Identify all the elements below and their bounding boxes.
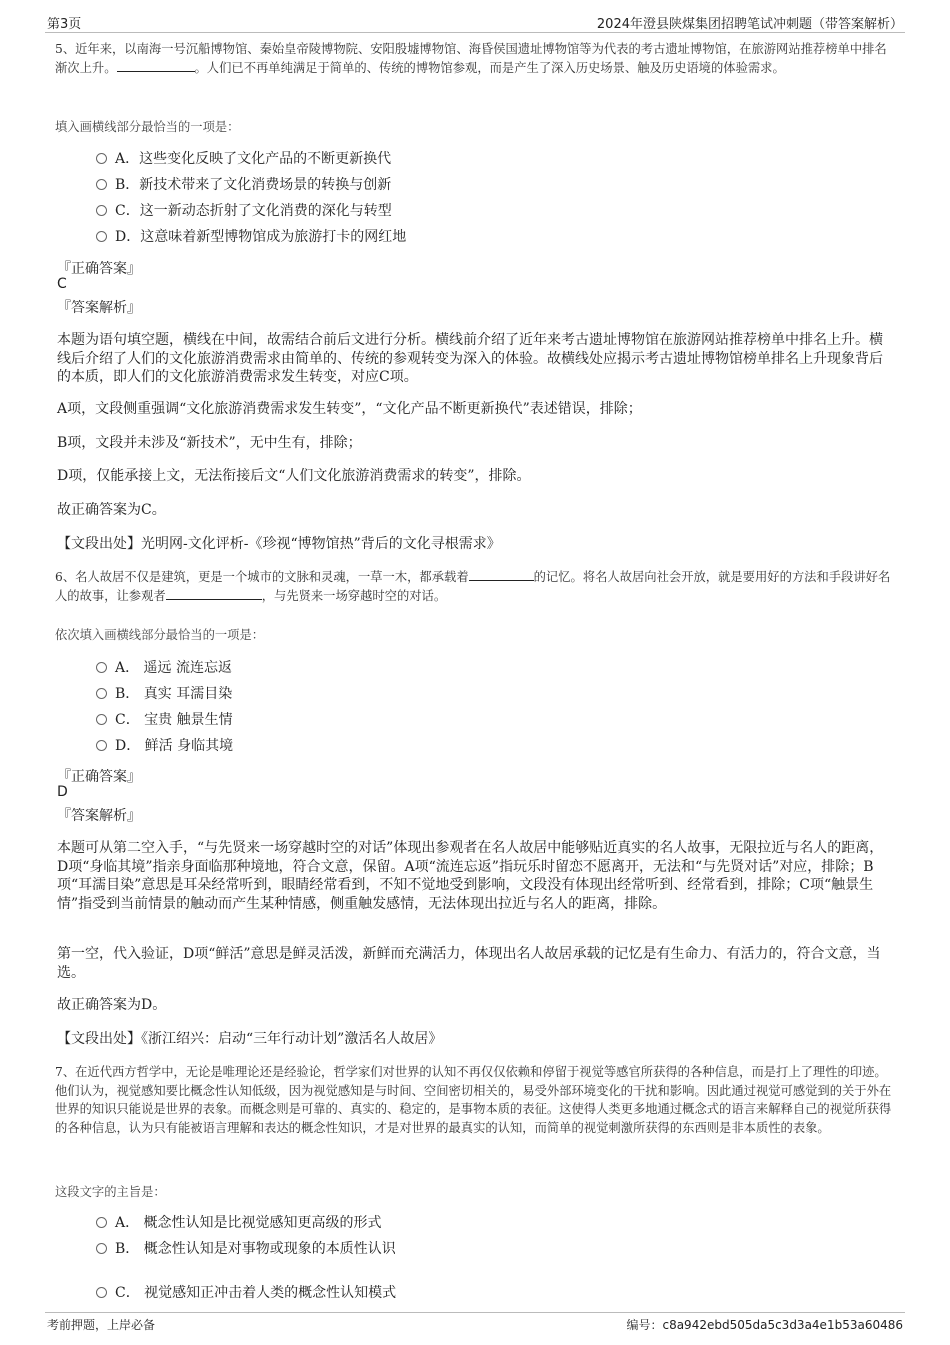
question-5-analysis-p3: B项，文段并未涉及“新技术”，无中生有，排除； [57,435,362,451]
question-5-analysis-p2: A项，文段侧重强调“文化旅游消费需求发生转变”，“文化产品不断更新换代”表述错误，排除； [57,401,642,417]
question-5-instruction: 填入画横线部分最恰当的一项是： [55,120,240,134]
question-7-option-b[interactable]: B． 概念性认知是对事物或现象的本质性认识 [96,1238,396,1260]
radio-icon[interactable] [96,1287,107,1298]
question-5-source: 【文段出处】光明网-文化评析-《珍视“博物馆热”背后的文化寻根需求》 [57,536,501,552]
question-6-answer: D [57,784,68,800]
question-5-analysis-p1: 本题为语句填空题，横线在中间，故需结合前后文进行分析。横线前介绍了近年来考古遗址博物馆在旅游网站推荐榜单中排名上升。横线后介绍了人们的文化旅游消费需求由简单的、传统的参观转变为深入的体验。故横线处应揭示考古遗址博物馆榜单排名上升现象背后的本质，即人们的文化旅游消费需求发生转变，对应C项。 [57,332,883,386]
question-6-blank-1 [469,568,534,581]
question-6-blank-2 [166,587,262,600]
radio-icon[interactable] [96,179,107,190]
question-6-answer-label: 『正确答案』 [57,769,141,785]
radio-icon[interactable] [96,231,107,242]
radio-icon[interactable] [96,688,107,699]
question-5-text-b: 。人们已不再单纯满足于简单的、传统的博物馆参观，而是产生了深入历史场景、触及历史语境的体验需求。 [194,60,785,75]
question-7-instruction: 这段文字的主旨是： [55,1185,166,1199]
question-6-option-b[interactable]: B． 真实 耳濡目染 [96,683,232,705]
question-5-answer: C [57,276,67,292]
radio-icon[interactable] [96,662,107,673]
question-6-source: 【文段出处】《浙江绍兴：启动“三年行动计划”激活名人故居》 [57,1031,443,1047]
question-5-option-c[interactable]: C．这一新动态折射了文化消费的深化与转型 [96,200,392,222]
radio-icon[interactable] [96,1217,107,1228]
question-7-stem: 7、在近代西方哲学中，无论是唯理论还是经验论，哲学家们对世界的认知不再仅仅依赖和停留于视觉等感官所获得的各种信息，而是打上了理性的印迹。他们认为，视觉感知要比概念性认知低级，因为视觉感知是与时间、空间密切相关的，易受外部环境变化的干扰和影响。因此通过视觉可感觉到的关于外在世界的知识只能说是世界的表象。而概念则是可靠的、真实的、稳定的，是事物本质的表征。这使得人类更多地通过概念式的语言来解释自己的视觉所获得的各种信息，认为只有能被语言理解和表达的概念性知识，才是对世界的最真实的认知，而简单的视觉刺激所获得的东西则是非本质性的表象。 [55,1065,892,1135]
question-5-option-b[interactable]: B．新技术带来了文化消费场景的转换与创新 [96,174,391,196]
question-6-analysis-p1: 本题可从第二空入手，“与先贤来一场穿越时空的对话”体现出参观者在名人故居中能够贴近真实的名人故事，无限拉近与名人的距离，D项“身临其境”指亲身面临那种境地，符合文意，保留。A项“流连忘返”指玩乐时留恋不愿离开，无法和“与先贤对话”对应，排除；B项“耳濡目染”意思是耳朵经常听到，眼睛经常看到，不知不觉地受到影响，文段没有体现出经常听到、经常看到，排除；C项“触景生情”指受到当前情景的触动而产生某种情感，侧重触发感情，无法体现出拉近与名人的距离，排除。 [57,840,884,912]
page-footer [45,1312,905,1335]
question-6-analysis-p3: 故正确答案为D。 [57,997,167,1013]
question-5-analysis-p4: D项，仅能承接上文，无法衔接后文“人们文化旅游消费需求的转变”，排除。 [57,468,531,484]
question-5-option-a[interactable]: A．这些变化反映了文化产品的不断更新换代 [96,148,391,170]
question-6-analysis-p2: 第一空，代入验证，D项“鲜活”意思是鲜灵活泼，新鲜而充满活力，体现出名人故居承载的记忆是有生命力、有活力的，符合文意，当选。 [57,946,881,981]
question-5-option-d[interactable]: D．这意味着新型博物馆成为旅游打卡的网红地 [96,226,406,248]
question-5-stem [55,40,897,77]
page-number: 第3页 [47,17,82,32]
question-7-option-a[interactable]: A． 概念性认知是比视觉感知更高级的形式 [96,1212,382,1234]
radio-icon[interactable] [96,714,107,725]
radio-icon[interactable] [96,153,107,164]
question-6-analysis-label: 『答案解析』 [57,808,141,824]
question-6-instruction: 依次填入画横线部分最恰当的一项是： [55,628,265,642]
question-5-text-a: 5、近年来，以南海一号沉船博物馆、秦始皇帝陵博物院、安阳殷墟博物馆、海昏侯国遗址博物馆等为代表的考古遗址博物馆，在旅游网站推荐榜单中排名渐次上升。 [55,42,887,75]
radio-icon[interactable] [96,740,107,751]
document-title: 2024年澄县陕煤集团招聘笔试冲刺题（带答案解析） [596,17,903,32]
question-5-answer-label: 『正确答案』 [57,261,141,277]
radio-icon[interactable] [96,205,107,216]
question-5-analysis-label: 『答案解析』 [57,300,141,316]
question-6-option-c[interactable]: C． 宝贵 触景生情 [96,709,233,731]
radio-icon[interactable] [96,1243,107,1254]
question-7-option-c[interactable]: C． 视觉感知正冲击着人类的概念性认知模式 [96,1282,396,1304]
footer-code: 编号：c8a942ebd505da5c3d3a4e1b53a60486 [626,1318,903,1332]
question-6-stem: 6、名人故居不仅是建筑，更是一个城市的文脉和灵魂，一草一木，都承载着 的记忆。将名人故居向社会开放，就是要用好的方法和手段讲好名人的故事，让参观者 ，与先贤来一场穿越时空的对话。 [55,570,891,603]
question-6-option-d[interactable]: D． 鲜活 身临其境 [96,735,233,757]
question-5-analysis-p5: 故正确答案为C。 [57,502,166,518]
footer-slogan: 考前押题，上岸必备 [47,1318,156,1332]
page-header [45,10,905,33]
question-5-blank [117,59,195,72]
question-6-option-a[interactable]: A． 遥远 流连忘返 [96,657,232,679]
